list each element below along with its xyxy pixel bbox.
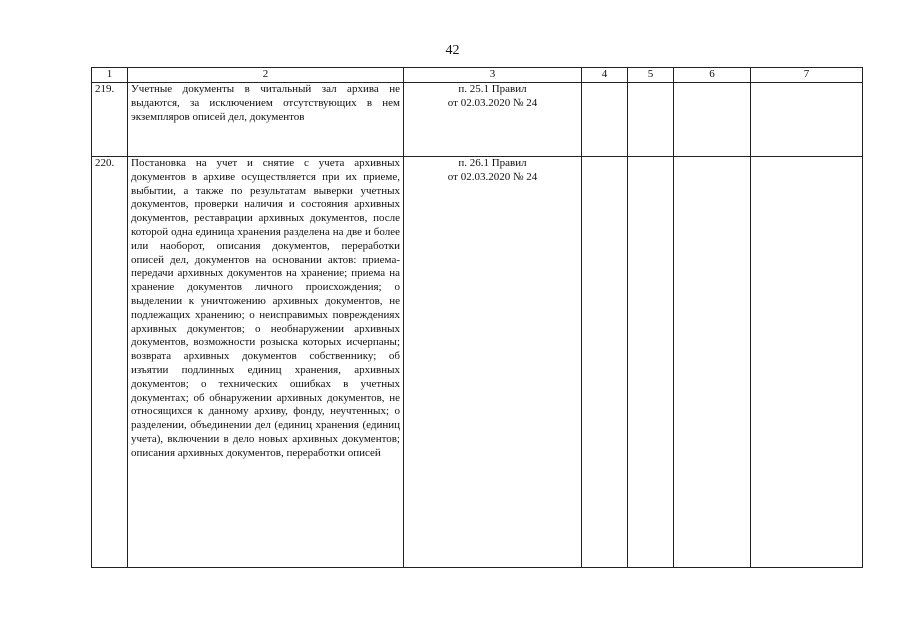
page-number: 42 — [445, 43, 460, 58]
column-header-3: 3 — [404, 68, 582, 83]
row-number: 219. — [92, 83, 128, 157]
column-header-6: 6 — [674, 68, 751, 83]
row-col5 — [628, 83, 674, 157]
reference-date: от 02.03.2020 № 24 — [447, 170, 538, 183]
row-col6 — [674, 83, 751, 157]
row-col4 — [582, 157, 628, 568]
row-reference — [404, 157, 582, 568]
header-row — [92, 68, 863, 83]
row-number: 220. — [92, 157, 128, 568]
column-header-7: 7 — [751, 68, 863, 83]
row-col7 — [751, 83, 863, 157]
table-row — [92, 83, 863, 157]
reference-clause: п. 25.1 Правил — [458, 83, 527, 95]
row-col5 — [628, 157, 674, 568]
row-description: Учетные документы в читальный зал архива не выдаются, за исключением отсутствующих в нем экземпляров описей дел, документов — [128, 83, 404, 157]
row-reference — [404, 83, 582, 157]
row-col7 — [751, 157, 863, 568]
reference-date: от 02.03.2020 № 24 — [447, 96, 538, 109]
column-header-5: 5 — [628, 68, 674, 83]
row-col4 — [582, 83, 628, 157]
column-header-1: 1 — [92, 68, 128, 83]
table-row — [92, 157, 863, 568]
row-description: Постановка на учет и снятие с учета архивных документов в архиве осуществляется при их приеме, выбытии, а также по результатам выверки учетных документов, проверки наличия и состояния архивных документов, реставрации архивных документов, после которой одна единица хранения разделена на две и более или наоборот, описания документов, переработки описей дел, документов на основании актов: приема-передачи архивных документов на хранение; приема на хранение документов личного происхождения; о выделении к уничтожению архивных документов, не подлежащих хранению; о неисправимых повреждениях архивных документов; о необнаружении архивных документов, возможности розыска которых исчерпаны; возврата архивных документов собственнику; об изъятии подлинных единиц хранения, архивных документов; о технических ошибках в учетных документах; об обнаружении архивных документов, не относящихся к данному архиву, фонду, неучтенных; о разделении, объединении дел (единиц хранения (единиц учета), включении в дело новых архивных документов; описания архивных документов, переработки описей — [128, 157, 404, 568]
row-col6 — [674, 157, 751, 568]
column-header-2: 2 — [128, 68, 404, 83]
column-header-4: 4 — [582, 68, 628, 83]
regulation-table — [91, 67, 863, 568]
reference-clause: п. 26.1 Правил — [458, 157, 527, 169]
